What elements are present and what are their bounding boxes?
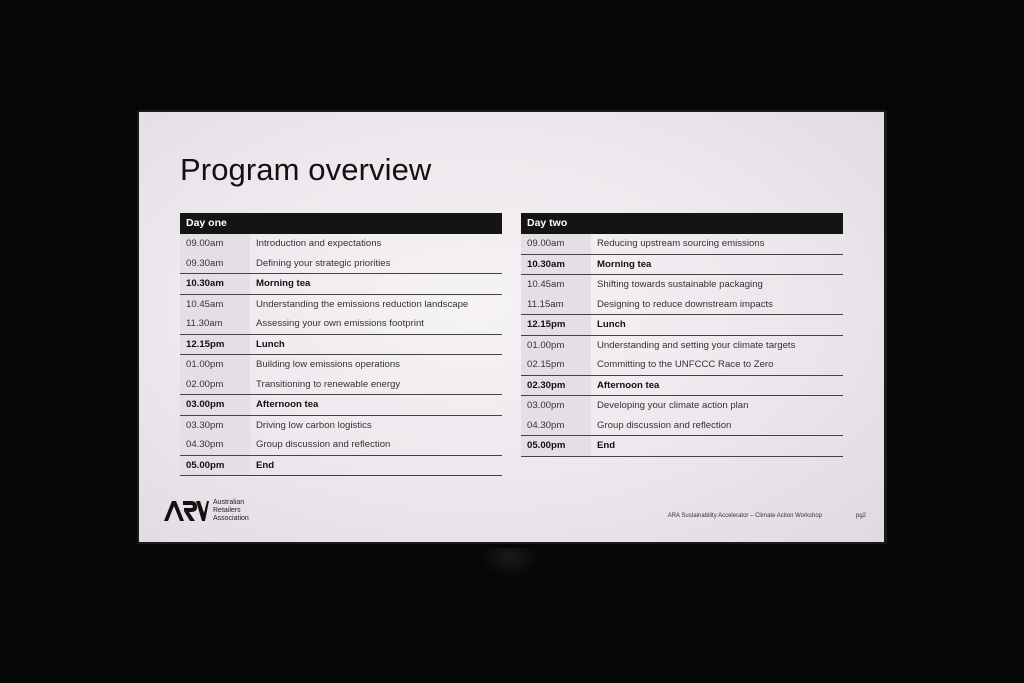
schedule-time: 11.15am: [521, 295, 591, 315]
schedule-row: [180, 335, 502, 356]
schedule-description: Lunch: [597, 319, 626, 331]
ara-logo-text: [213, 499, 249, 523]
schedule-row: [180, 295, 502, 315]
schedule-row: [521, 295, 843, 316]
schedule-time: 02.00pm: [180, 375, 250, 395]
schedule-time: 10.45am: [521, 275, 591, 295]
day-one-schedule: [180, 213, 502, 476]
schedule-time: 01.00pm: [521, 336, 591, 356]
presentation-slide: [139, 112, 884, 542]
schedule-row: [521, 416, 843, 437]
tv-stand: [480, 548, 540, 578]
schedule-row: [180, 274, 502, 295]
schedule-time: 09.00am: [521, 234, 591, 254]
schedule-row: [180, 375, 502, 396]
schedule-row: [180, 435, 502, 456]
ara-logo-icon: [163, 499, 209, 523]
schedule-time: 09.30am: [180, 254, 250, 274]
schedule-description: Group discussion and reflection: [256, 439, 391, 451]
schedule-time: 10.45am: [180, 295, 250, 315]
schedule-description: Morning tea: [597, 258, 652, 270]
page-number: pg2: [855, 513, 866, 519]
schedule-row: [521, 355, 843, 376]
slide-title: Program overview: [180, 152, 432, 187]
schedule-row: [521, 255, 843, 276]
schedule-description: Driving low carbon logistics: [256, 419, 372, 431]
day-one-header: Day one: [180, 213, 502, 234]
schedule-description: Group discussion and reflection: [597, 419, 732, 431]
schedule-time: 09.00am: [180, 234, 250, 254]
schedule-description: Morning tea: [256, 278, 311, 290]
schedule-description: Afternoon tea: [597, 379, 660, 391]
schedule-time: 03.30pm: [180, 416, 250, 436]
schedule-row: [180, 355, 502, 375]
schedule-time: 04.30pm: [521, 416, 591, 436]
schedule-row: [521, 315, 843, 336]
schedule-description: End: [597, 440, 616, 452]
schedule-description: Introduction and expectations: [256, 238, 382, 250]
schedule-row: [521, 396, 843, 416]
schedule-description: Lunch: [256, 338, 285, 350]
schedule-time: 10.30am: [521, 255, 591, 275]
schedule-row: [180, 314, 502, 335]
schedule-description: Assessing your own emissions footprint: [256, 318, 424, 330]
schedule-time: 12.15pm: [521, 315, 591, 335]
schedule-description: Shifting towards sustainable packaging: [597, 279, 763, 291]
schedule-time: 05.00pm: [180, 456, 250, 476]
schedule-time: 03.00pm: [521, 396, 591, 416]
schedule-description: End: [256, 459, 275, 471]
schedule-time: 05.00pm: [521, 436, 591, 456]
schedule-row: [521, 336, 843, 356]
day-one-rows: [180, 234, 502, 476]
schedule-description: Committing to the UNFCCC Race to Zero: [597, 359, 774, 371]
ara-logo: [163, 499, 249, 523]
schedule-description: Designing to reduce downstream impacts: [597, 298, 773, 310]
schedule-time: 04.30pm: [180, 435, 250, 455]
schedule-time: 10.30am: [180, 274, 250, 294]
schedule-row: [521, 436, 843, 457]
schedule-description: Reducing upstream sourcing emissions: [597, 238, 765, 250]
schedule-row: [180, 416, 502, 436]
schedule-description: Building low emissions operations: [256, 359, 400, 371]
schedule-row: [521, 275, 843, 295]
schedule-row: [180, 234, 502, 254]
schedule-row: [180, 456, 502, 477]
logo-line-1: Australian: [213, 499, 245, 506]
logo-line-3: Association: [213, 515, 249, 522]
schedule-row: [521, 234, 843, 255]
schedule-description: Afternoon tea: [256, 399, 319, 411]
schedule-row: [180, 395, 502, 416]
slide-footer: ARA Sustainability Accelerator – Climate Action Workshop: [667, 513, 822, 519]
schedule-time: 02.30pm: [521, 376, 591, 396]
logo-line-2: Retailers: [213, 507, 241, 514]
schedule-description: Transitioning to renewable energy: [256, 378, 401, 390]
schedule-description: Understanding the emissions reduction landscape: [256, 298, 469, 310]
schedule-time: 01.00pm: [180, 355, 250, 375]
schedule-time: 12.15pm: [180, 335, 250, 355]
schedule-row: [521, 376, 843, 397]
schedule-time: 03.00pm: [180, 395, 250, 415]
schedule-row: [180, 254, 502, 275]
day-two-schedule: [521, 213, 843, 457]
schedule-time: 02.15pm: [521, 355, 591, 375]
day-two-header: Day two: [521, 213, 843, 234]
day-two-rows: [521, 234, 843, 457]
schedule-description: Defining your strategic priorities: [256, 257, 391, 269]
schedule-time: 11.30am: [180, 314, 250, 334]
schedule-description: Developing your climate action plan: [597, 400, 749, 412]
schedule-description: Understanding and setting your climate targets: [597, 339, 796, 351]
